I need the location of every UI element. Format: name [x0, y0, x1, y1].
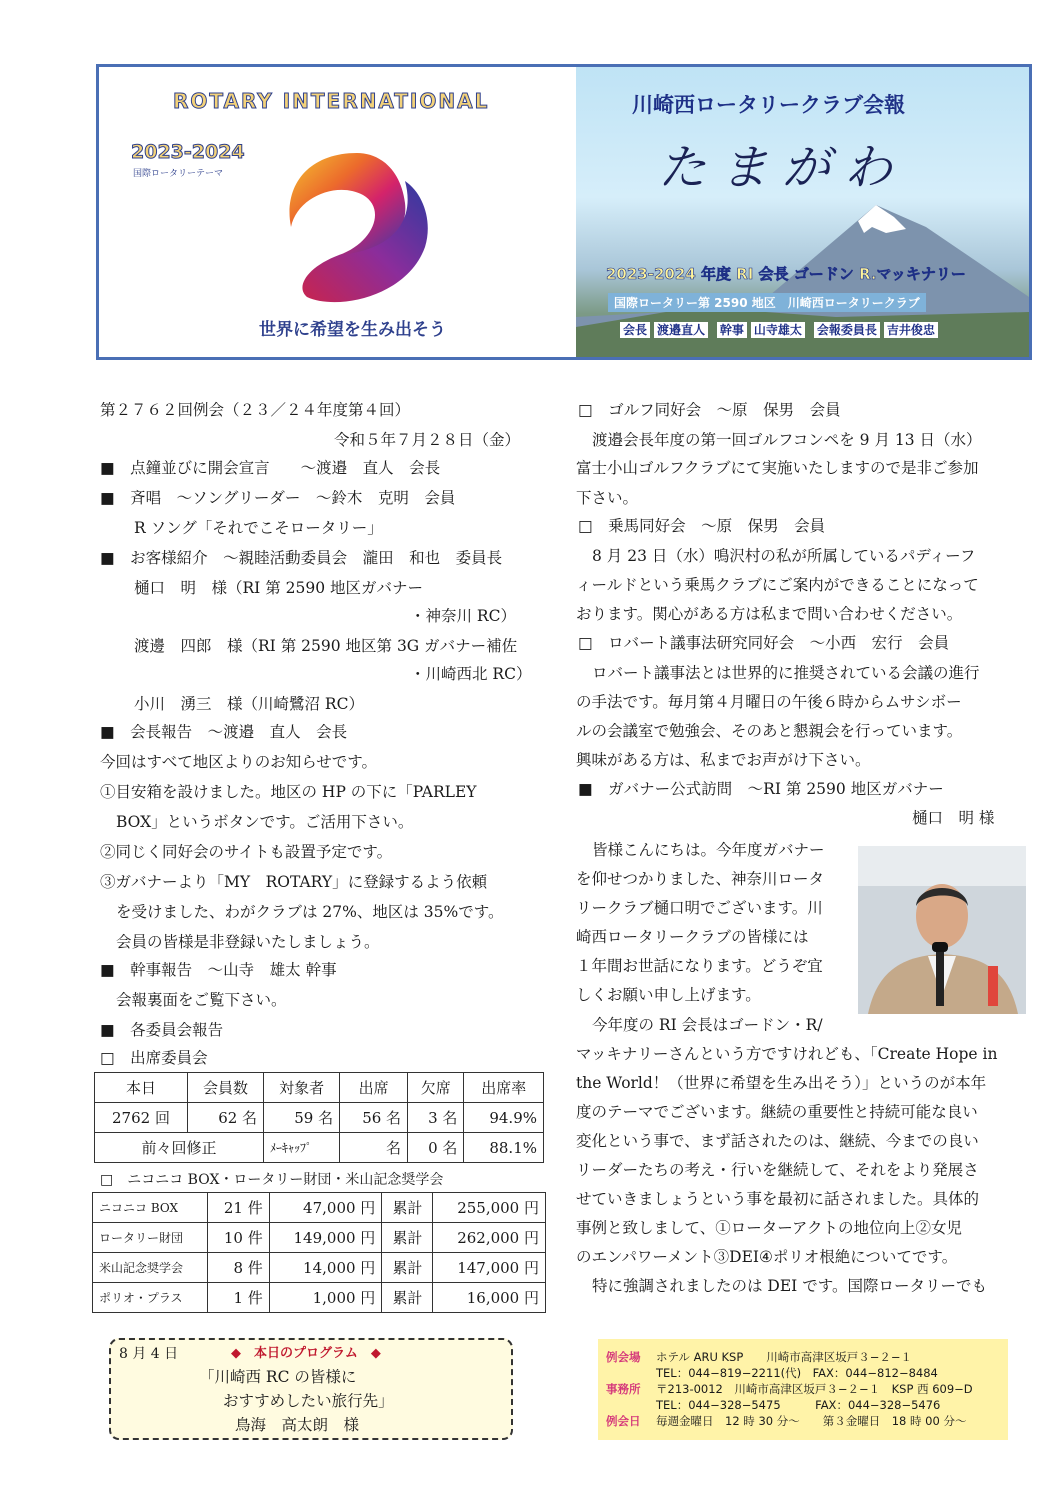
body-line: ィールドという乗馬クラブにご案内ができることになって: [576, 576, 979, 594]
table-cell: 10 件: [208, 1223, 270, 1253]
report-line: 今回はすべて地区よりのお知らせです。: [100, 753, 377, 771]
body-line: 事例と致しまして、①ローターアクトの地位向上②女児: [576, 1219, 962, 1237]
report-line: を受けました、わがクラブは 27%、地区は 35%です。: [116, 903, 504, 921]
bullet-square-icon: ■: [100, 1021, 115, 1039]
table-header: 欠席: [408, 1073, 464, 1103]
officer-name: 吉井俊忠: [884, 322, 938, 338]
meeting-day: 毎週金曜日 12 時 30 分～ 第３金曜日 18 時 00 分～: [656, 1414, 967, 1428]
table-cell: 3 名: [408, 1103, 464, 1133]
governor-photo: [858, 846, 1026, 1014]
bullet-square-icon: ■: [100, 723, 115, 741]
bullet-square-icon: ■: [100, 961, 115, 979]
body-line: の手法です。毎月第４月曜日の午後６時からムサシボー: [576, 693, 962, 711]
donations-title: ニコニコ BOX・ロータリー財団・米山記念奨学会: [127, 1172, 444, 1188]
report-line: ①目安箱を設けました。地区の HP の下に「PARLEY: [100, 783, 477, 801]
program-title-2: おすすめしたい旅行先」: [223, 1392, 394, 1410]
ri-theme-panel: [99, 67, 576, 357]
table-cell: 147,000 円: [433, 1253, 546, 1283]
checkbox-square-icon: □: [578, 401, 593, 419]
table-cell: 8 件: [208, 1253, 270, 1283]
masthead: [96, 64, 1032, 360]
table-header: 出席率: [464, 1073, 544, 1103]
district-banner: 国際ロータリー第 2590 地区 川崎西ロータリークラブ: [608, 293, 926, 312]
table-row: [93, 1253, 546, 1283]
body-line: ルの会議室で勉強会、そのあと懇親会を行っています。: [576, 722, 963, 740]
table-cell: 累計: [382, 1223, 433, 1253]
ri-theme-logo-icon: [277, 147, 437, 307]
table-cell: 62 名: [188, 1103, 264, 1133]
ri-year: 2023-2024: [131, 141, 245, 163]
checkbox-square-icon: □: [578, 517, 593, 535]
body-line: 8 月 23 日（水）鳴沢村の私が所属しているパディーフ: [592, 547, 976, 565]
table-cell: 1,000 円: [269, 1283, 382, 1313]
governor-name: 樋口 明 様: [912, 809, 995, 827]
table-header: 会員数: [188, 1073, 264, 1103]
body-line: 今年度の RI 会長はゴードン・R/: [592, 1016, 823, 1034]
report-line: ②同じく同好会のサイトも設置予定です。: [100, 843, 393, 861]
table-cell: 262,000 円: [433, 1223, 546, 1253]
body-line: 下さい。: [576, 489, 639, 507]
office-tel: TEL：044−328−5475 FAX：044−328−5476: [656, 1398, 941, 1412]
ri-theme-label: 国際ロータリーテーマ: [133, 169, 224, 179]
golf-club-heading: ゴルフ同好会 ～原 保男 会員: [608, 401, 841, 419]
body-line: 特に強調されましたのは DEI です。国際ロータリーでも: [592, 1277, 987, 1295]
table-header: 対象者: [264, 1073, 340, 1103]
body-line: 崎西ロータリークラブの皆様には: [576, 928, 809, 946]
body-line: リークラブ樋口明でございます。川: [576, 899, 823, 917]
table-cell: 149,000 円: [269, 1223, 382, 1253]
table-row: [93, 1283, 546, 1313]
guest-2: 渡邊 四郎 様（RI 第 2590 地区第 3G ガバナー補佐: [134, 637, 518, 655]
body-line: しくお願い申し上げます。: [576, 986, 761, 1004]
agenda-president-report: 会長報告 ～渡邉 直人 会長: [130, 723, 348, 741]
program-box: [109, 1338, 513, 1440]
table-cell: 前々回修正: [95, 1133, 264, 1163]
table-cell: 56 名: [340, 1103, 408, 1133]
table-cell: 59 名: [264, 1103, 340, 1133]
body-line: マッキナリーさんという方ですけれども、「Create Hope in: [576, 1045, 998, 1063]
table-cell: 14,000 円: [269, 1253, 382, 1283]
bullet-square-icon: ■: [100, 459, 115, 477]
program-date: 8 月 4 日: [119, 1346, 179, 1362]
table-cell: ポリオ・プラス: [93, 1283, 208, 1313]
meeting-number: 第２７６２回例会（２３／２４年度第４回）: [100, 401, 411, 419]
table-cell: 0 名: [408, 1133, 464, 1163]
ri-title: ROTARY INTERNATIONAL: [173, 89, 490, 113]
report-line: 会報裏面をご覧下さい。: [116, 991, 287, 1009]
meeting-date: 令和５年７月２８日（金）: [334, 431, 521, 449]
officer-name: 山寺雄太: [751, 322, 805, 338]
donations-table: [92, 1192, 546, 1313]
club-bulletin-title: 川崎西ロータリークラブ会報: [632, 93, 905, 117]
venue: ホテル ARU KSP 川崎市高津区坂戸３−２−１: [656, 1350, 913, 1364]
checkbox-square-icon: □: [578, 634, 593, 652]
officer-role: 幹事: [717, 322, 747, 338]
table-cell: 88.1%: [464, 1133, 544, 1163]
checkbox-square-icon: □: [100, 1049, 115, 1067]
agenda-opening: 点鐘並びに開会宣言 ～渡邉 直人 会長: [130, 459, 441, 477]
table-cell: ロータリー財団: [93, 1223, 208, 1253]
program-label: ◆ 本日のプログラム ◆: [231, 1346, 381, 1361]
report-line: BOX」というボタンです。ご活用下さい。: [116, 813, 414, 831]
table-cell: 累計: [382, 1193, 433, 1223]
table-row: [95, 1133, 544, 1163]
guest-3: 小川 湧三 様（川崎鷺沼 RC）: [134, 695, 364, 713]
officers-banner: [620, 321, 942, 338]
meeting-info-box: [598, 1339, 1008, 1440]
agenda-guests: お客様紹介 ～親睦活動委員会 瀧田 和也 委員長: [130, 549, 503, 567]
bullet-square-icon: ■: [100, 549, 115, 567]
guest-1-club: ・神奈川 RC）: [410, 607, 516, 625]
venue-label: 例会場: [606, 1350, 641, 1364]
table-row: [93, 1193, 546, 1223]
body-line: 度のテーマでございます。継続の重要性と持続可能な良い: [576, 1103, 978, 1121]
body-line: 興味がある方は、私までお声がけ下さい。: [576, 751, 871, 769]
table-cell: 2762 回: [95, 1103, 188, 1133]
office-label: 事務所: [606, 1382, 641, 1396]
body-line: 皆様こんにちは。今年度ガバナー: [592, 841, 825, 859]
officer-role: 会報委員長: [814, 322, 880, 338]
body-line: リーダーたちの考え・行いを継続して、それをより発展さ: [576, 1161, 979, 1179]
body-line: 変化という事で、まず話されたのは、継続、今までの良い: [576, 1132, 979, 1150]
table-cell: 47,000 円: [269, 1193, 382, 1223]
agenda-secretary-report: 幹事報告 ～山寺 雄太 幹事: [130, 961, 337, 979]
song-title: R ソング「それでこそロータリー」: [134, 519, 383, 537]
table-cell: 米山記念奨学会: [93, 1253, 208, 1283]
table-cell: 255,000 円: [433, 1193, 546, 1223]
body-line: 渡邉会長年度の第一回ゴルフコンペを 9 月 13 日（水）: [592, 431, 982, 449]
body-line: のエンパワーメント③DEI④ポリオ根絶についてです。: [576, 1248, 958, 1266]
table-header: 出席: [340, 1073, 408, 1103]
office: 〒213-0012 川崎市高津区坂戸３−２−１ KSP 西 609−D: [656, 1382, 973, 1396]
table-row: [93, 1223, 546, 1253]
program-speaker: 鳥海 高太朗 様: [235, 1416, 360, 1434]
body-line: １年間お世話になります。どうぞ宜: [576, 957, 823, 975]
bullet-square-icon: ■: [100, 489, 115, 507]
report-line: ③ガバナーより「MY ROTARY」に登録するよう依頼: [100, 873, 488, 891]
bulletin-name: たまがわ: [658, 140, 907, 196]
venue-tel: TEL：044−819−2211(代) FAX：044−812−8484: [656, 1366, 938, 1380]
body-line: 富士小山ゴルフクラブにて実施いたしますので是非ご参加: [576, 459, 979, 477]
president-banner: 2023-2024 年度 RI 会長 ゴードン R.マッキナリー: [606, 265, 966, 283]
table-cell: 16,000 円: [433, 1283, 546, 1313]
table-cell: 累計: [382, 1283, 433, 1313]
table-cell: 21 件: [208, 1193, 270, 1223]
body-line: せていきましょうという事を最初に話されました。具体的: [576, 1190, 980, 1208]
body-line: ロバート議事法とは世界的に推奨されている会議の進行: [592, 664, 980, 682]
agenda-song: 斉唱 ～ソングリーダー ～鈴木 克明 会員: [130, 489, 456, 507]
robert-rules-heading: ロバート議事法研究同好会 ～小西 宏行 会員: [608, 634, 950, 652]
table-cell: 94.9%: [464, 1103, 544, 1133]
agenda-committees: 各委員会報告: [130, 1021, 224, 1039]
report-line: 会員の皆様是非登録いたしましょう。: [116, 933, 380, 951]
horse-club-heading: 乗馬同好会 ～原 保男 会員: [608, 517, 826, 535]
attendance-committee: 出席委員会: [130, 1049, 208, 1067]
table-cell: 累計: [382, 1253, 433, 1283]
program-title-1: 「川崎西 RC の皆様に: [199, 1368, 357, 1386]
table-cell: ﾒｰｷｬｯﾌﾟ: [264, 1133, 340, 1163]
table-cell: 名: [340, 1133, 408, 1163]
guest-2-club: ・川崎西北 RC）: [410, 665, 532, 683]
body-line: を仰せつかりました、神奈川ロータ: [576, 870, 825, 888]
table-row: [95, 1103, 544, 1133]
table-cell: ニコニコ BOX: [93, 1193, 208, 1223]
table-cell: 1 件: [208, 1283, 270, 1313]
officer-name: 渡邉直人: [654, 322, 708, 338]
body-line: the World！（世界に希望を生み出そう）」というのが本年: [576, 1074, 987, 1092]
table-row: [95, 1073, 544, 1103]
bullet-square-icon: ■: [578, 780, 593, 798]
table-header: 本日: [95, 1073, 188, 1103]
guest-1: 樋口 明 様（RI 第 2590 地区ガバナー: [134, 579, 424, 597]
attendance-table: [94, 1072, 544, 1163]
ri-slogan: 世界に希望を生み出そう: [259, 320, 446, 340]
officer-role: 会長: [620, 322, 650, 338]
checkbox-square-icon: □: [100, 1172, 114, 1188]
body-line: おります。関心がある方は私まで問い合わせください。: [576, 605, 963, 623]
governor-visit-heading: ガバナー公式訪問 ～RI 第 2590 地区ガバナー: [608, 780, 944, 798]
day-label: 例会日: [606, 1414, 641, 1428]
club-panel: [576, 67, 1029, 357]
